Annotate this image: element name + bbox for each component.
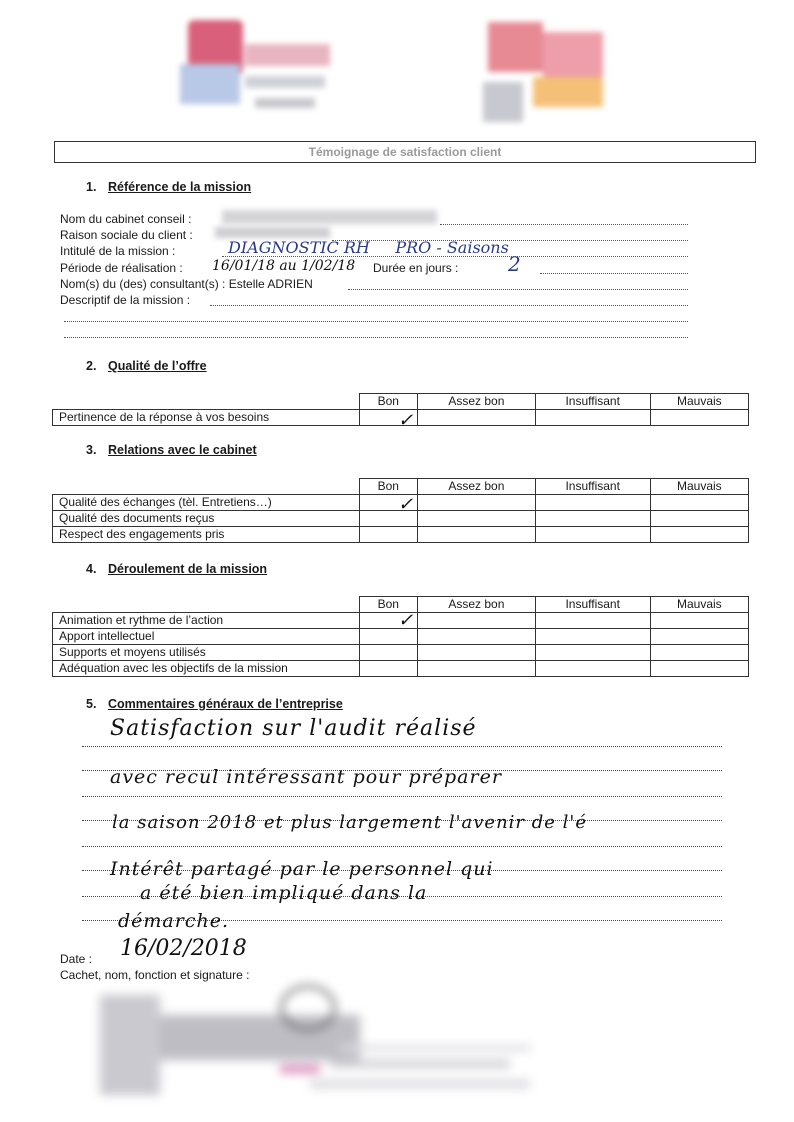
rating-cell[interactable] xyxy=(650,527,748,543)
table-row: Supports et moyens utilisés xyxy=(53,645,749,661)
comment-line-4: Intérêt partagé par le personnel qui xyxy=(110,858,494,880)
form-title: Témoignage de satisfaction client xyxy=(54,141,756,163)
section-5-heading: 5. Commentaires généraux de l’entreprise xyxy=(86,697,343,711)
rating-cell[interactable] xyxy=(650,661,748,677)
section-4-heading: 4. Déroulement de la mission xyxy=(86,562,268,576)
rating-cell[interactable] xyxy=(359,645,418,661)
section-1-heading: 1. Référence de la mission xyxy=(86,180,252,194)
client-name-redacted xyxy=(215,227,330,238)
rating-cell[interactable] xyxy=(359,527,418,543)
cabinet-dots xyxy=(440,224,688,225)
table-row: Qualité des documents reçus xyxy=(53,511,749,527)
comment-dotted-line xyxy=(82,746,722,747)
description-dots-2 xyxy=(64,321,688,322)
progress-table xyxy=(52,596,749,677)
col-bon: Bon xyxy=(359,394,418,410)
rating-cell[interactable] xyxy=(650,613,748,629)
rating-cell[interactable] xyxy=(535,613,650,629)
cabinet-label: Nom du cabinet conseil : xyxy=(60,212,192,226)
table-row: Pertinence de la réponse à vos besoins xyxy=(53,410,749,426)
table-row: Respect des engagements pris xyxy=(53,527,749,543)
description-dots-1 xyxy=(210,305,688,306)
signature-stamp-redacted xyxy=(60,985,560,1115)
comment-line-5: a été bien impliqué dans la xyxy=(140,882,428,904)
table-row: Qualité des échanges (tèl. Entretiens…) xyxy=(53,495,749,511)
client-label: Raison sociale du client : xyxy=(60,228,193,242)
rating-cell[interactable] xyxy=(535,645,650,661)
comment-dotted-line xyxy=(82,846,722,847)
tick-relations-bon: ✓ xyxy=(398,494,414,515)
table-row: Animation et rythme de l’action xyxy=(53,613,749,629)
rating-cell[interactable] xyxy=(418,645,536,661)
comment-line-2: avec recul intéressant pour préparer xyxy=(110,766,502,788)
rating-cell[interactable] xyxy=(535,410,650,426)
period-dots xyxy=(540,273,688,274)
mission-value: DIAGNOSTIC RH PRO - Saisons xyxy=(228,238,509,257)
date-label: Date : xyxy=(60,952,93,966)
table-row: Adéquation avec les objectifs de la mission xyxy=(53,661,749,677)
description-label: Descriptif de la mission : xyxy=(60,293,191,307)
comment-line-3: la saison 2018 et plus largement l'avenir de l'é xyxy=(112,812,588,833)
rating-cell[interactable] xyxy=(418,629,536,645)
col-insuffisant: Insuffisant xyxy=(535,597,650,613)
rating-cell[interactable] xyxy=(418,495,536,511)
duration-label: Durée en jours : xyxy=(373,261,459,275)
cabinet-name-redacted xyxy=(222,210,437,224)
section-2-heading: 2. Qualité de l’offre xyxy=(86,359,207,373)
comment-line-1: Satisfaction sur l'audit réalisé xyxy=(110,716,477,741)
consultant-label: Nom(s) du (des) consultant(s) : Estelle ADRIEN xyxy=(60,277,313,291)
rating-cell[interactable] xyxy=(650,495,748,511)
rating-cell[interactable] xyxy=(418,527,536,543)
rating-cell[interactable] xyxy=(650,629,748,645)
rating-cell[interactable] xyxy=(535,527,650,543)
rating-cell[interactable] xyxy=(535,661,650,677)
col-mauvais: Mauvais xyxy=(650,394,748,410)
duration-value: 2 xyxy=(508,252,521,276)
rating-cell[interactable] xyxy=(418,661,536,677)
table-row: Apport intellectuel xyxy=(53,629,749,645)
rating-cell[interactable] xyxy=(418,410,536,426)
section-3-heading: 3. Relations avec le cabinet xyxy=(86,443,257,457)
date-value: 16/02/2018 xyxy=(120,936,247,961)
rating-cell[interactable] xyxy=(650,645,748,661)
mission-dots xyxy=(222,256,688,257)
rating-cell[interactable] xyxy=(359,661,418,677)
rating-cell[interactable] xyxy=(650,410,748,426)
col-assez-bon: Assez bon xyxy=(418,394,536,410)
company-logo-right xyxy=(478,12,618,127)
description-dots-3 xyxy=(64,337,688,338)
comment-line-6: démarche. xyxy=(118,910,229,932)
mission-label: Intitulé de la mission : xyxy=(60,244,176,258)
col-mauvais: Mauvais xyxy=(650,479,748,495)
tick-progress-bon: ✓ xyxy=(398,610,414,631)
period-value: 16/01/18 au 1/02/18 xyxy=(212,258,356,274)
company-logo-left xyxy=(180,14,335,109)
col-mauvais: Mauvais xyxy=(650,597,748,613)
rating-cell[interactable] xyxy=(535,511,650,527)
signature-label: Cachet, nom, fonction et signature : xyxy=(60,968,250,982)
rating-cell[interactable] xyxy=(650,511,748,527)
consultant-dots xyxy=(348,289,688,290)
period-label: Période de réalisation : xyxy=(60,261,183,275)
rating-cell[interactable] xyxy=(418,613,536,629)
col-insuffisant: Insuffisant xyxy=(535,394,650,410)
rating-cell[interactable] xyxy=(535,495,650,511)
col-assez-bon: Assez bon xyxy=(418,479,536,495)
rating-cell[interactable] xyxy=(418,511,536,527)
col-assez-bon: Assez bon xyxy=(418,597,536,613)
comment-dotted-line xyxy=(82,796,722,797)
tick-offer-bon: ✓ xyxy=(398,410,414,431)
col-bon: Bon xyxy=(359,479,418,495)
col-bon: Bon xyxy=(359,597,418,613)
col-insuffisant: Insuffisant xyxy=(535,479,650,495)
rating-cell[interactable] xyxy=(535,629,650,645)
